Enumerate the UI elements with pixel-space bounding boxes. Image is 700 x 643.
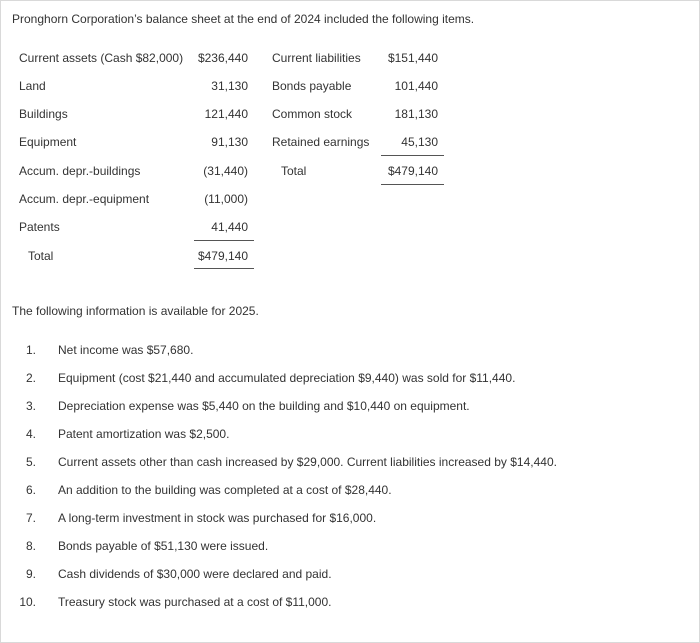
list-item-text: Net income was $57,680.: [58, 343, 194, 357]
liabilities-subtotal-rule: [381, 155, 444, 156]
list-item-text: A long-term investment in stock was purchased for $16,000.: [58, 511, 377, 525]
asset-amount-accum-depr-equipment: (11,000): [204, 192, 248, 206]
assets-subtotal-rule: [194, 240, 254, 241]
asset-amount-current-assets: $236,440: [197, 51, 248, 65]
asset-amount-equipment: 91,130: [211, 135, 248, 149]
asset-label-current-assets: Current assets (Cash $82,000): [19, 51, 184, 65]
liability-amount-total: $479,140: [387, 164, 438, 178]
asset-label-patents: Patents: [19, 220, 60, 234]
list-item-number: 7.: [25, 511, 36, 525]
assets-total-rule: [194, 268, 254, 269]
asset-label-accum-depr-buildings: Accum. depr.-buildings: [19, 164, 141, 178]
list-item-number: 1.: [25, 343, 36, 357]
list-item-text: Bonds payable of $51,130 were issued.: [58, 539, 269, 553]
list-item-number: 3.: [25, 399, 36, 413]
asset-amount-patents: 41,440: [211, 220, 248, 234]
list-item-text: Patent amortization was $2,500.: [58, 427, 230, 441]
list-item-number: 6.: [25, 483, 36, 497]
equity-label-common-stock: Common stock: [272, 107, 353, 121]
list-item-number: 8.: [25, 539, 36, 553]
asset-amount-total: $479,140: [197, 249, 248, 263]
asset-label-buildings: Buildings: [19, 107, 68, 121]
list-item-text: Equipment (cost $21,440 and accumulated depreciation $9,440) was sold for $11,440.: [58, 371, 516, 385]
list-item-text: Treasury stock was purchased at a cost of $11,000.: [58, 595, 332, 609]
list-item-number: 10.: [19, 595, 36, 609]
list-item-number: 2.: [25, 371, 36, 385]
asset-label-accum-depr-equipment: Accum. depr.-equipment: [19, 192, 150, 206]
info-heading: The following information is available for 2025.: [12, 304, 259, 318]
asset-amount-buildings: 121,440: [204, 107, 248, 121]
list-item-text: Current assets other than cash increased by $29,000. Current liabilities increased by $14,440.: [58, 455, 557, 469]
equity-amount-common-stock: 181,130: [394, 107, 438, 121]
list-item-number: 9.: [25, 567, 36, 581]
liability-label-total: Total: [281, 164, 307, 178]
list-item-text: An addition to the building was completed at a cost of $28,440.: [58, 483, 392, 497]
intro-text: Pronghorn Corporation’s balance sheet at the end of 2024 included the following items.: [12, 12, 475, 26]
asset-amount-accum-depr-buildings: (31,440): [203, 164, 248, 178]
list-item-number: 5.: [25, 455, 36, 469]
asset-label-total: Total: [28, 249, 54, 263]
liability-label-current-liabilities: Current liabilities: [272, 51, 361, 65]
asset-amount-land: 31,130: [211, 79, 248, 93]
asset-label-land: Land: [19, 79, 46, 93]
list-item-text: Cash dividends of $30,000 were declared and paid.: [58, 567, 332, 581]
equity-label-retained-earnings: Retained earnings: [272, 135, 370, 149]
liability-amount-bonds-payable: 101,440: [394, 79, 438, 93]
liability-amount-current-liabilities: $151,440: [387, 51, 438, 65]
liability-label-bonds-payable: Bonds payable: [272, 79, 352, 93]
liabilities-total-rule: [381, 184, 444, 185]
equity-amount-retained-earnings: 45,130: [401, 135, 438, 149]
asset-label-equipment: Equipment: [19, 135, 77, 149]
list-item-number: 4.: [25, 427, 36, 441]
list-item-text: Depreciation expense was $5,440 on the building and $10,440 on equipment.: [58, 399, 470, 413]
